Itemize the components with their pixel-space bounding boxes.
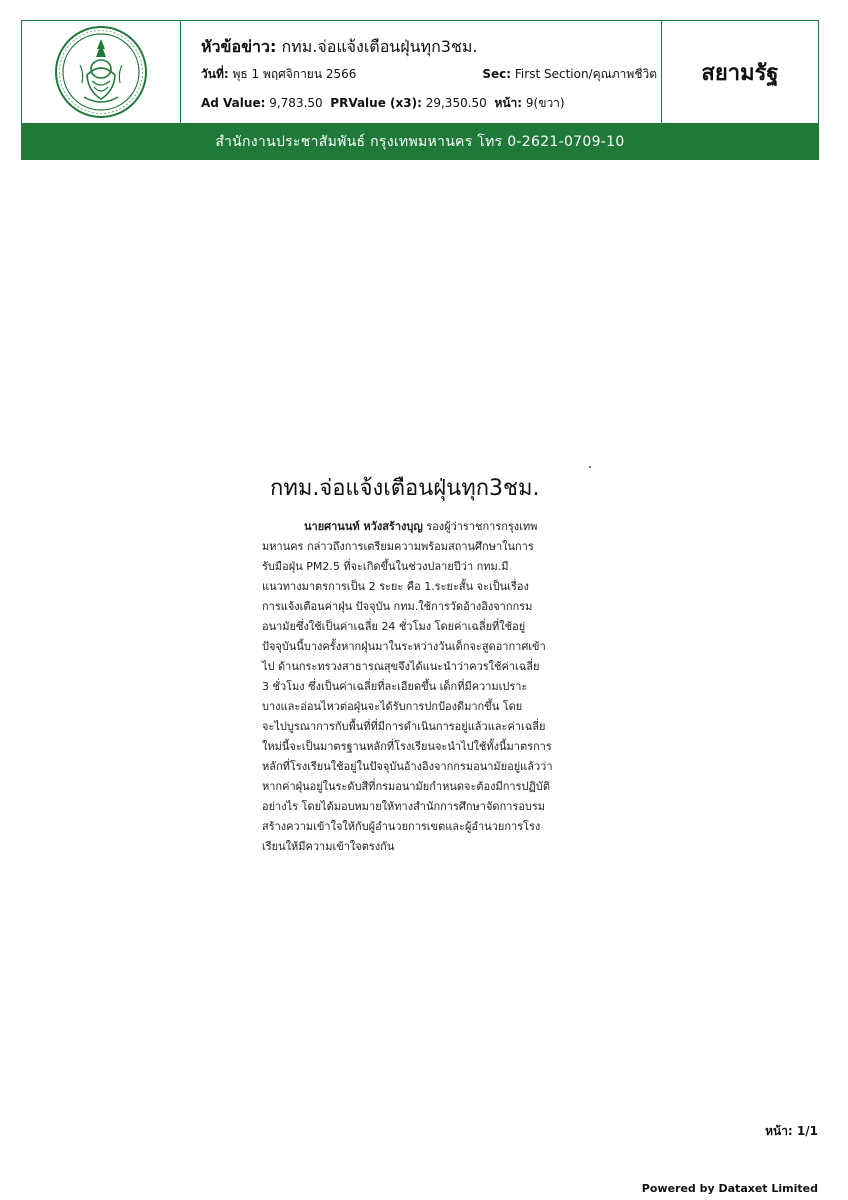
ad-value-label: Ad Value:	[201, 96, 266, 110]
headline-value: กทม.จ่อแจ้งเตือนฝุ่นทุก3ชม.	[281, 37, 478, 56]
article-lead-name: นายศานนท์ หวังสร้างบุญ	[304, 520, 423, 533]
brand-cell	[662, 21, 818, 123]
article-line: หากค่าฝุ่นอยู่ในระดับสีที่กรมอนามัยกำหนดจะต้องมีการปฏิบัติ	[262, 780, 550, 793]
date-row	[201, 65, 356, 84]
scan-speck	[589, 466, 591, 468]
section-row	[482, 65, 657, 84]
article-line: ปัจจุบันนี้บางครั้งหากฝุ่นมาในระหว่างวันเด็กจะสูดอากาศเข้า	[262, 640, 546, 653]
page-counter: หน้า: 1/1	[765, 1124, 818, 1138]
article-line: บางและอ่อนไหวต่อฝุ่นจะได้รับการปกป้องดีมากขึ้น โดย	[262, 700, 523, 713]
bangkok-seal-icon	[54, 25, 148, 119]
page-value: 9(ขวา)	[525, 96, 565, 110]
section-value: First Section/คุณภาพชีวิต	[514, 67, 657, 81]
article-line: อย่างไร โดยได้มอบหมายให้ทางสำนักการศึกษาจัดการอบรม	[262, 800, 546, 813]
article-line: สร้างความเข้าใจให้กับผู้อำนวยการเขตและผู้อำนวยการโรง	[262, 820, 541, 833]
headline-row	[201, 35, 477, 60]
article-first-line	[262, 517, 592, 537]
article-line: อนามัยซึ่งใช้เป็นค่าเฉลี่ย 24 ชั่วโมง โดยค่าเฉลี่ยที่ใช้อยู่	[262, 620, 526, 633]
newspaper-logo: สยามรัฐ	[701, 60, 779, 86]
article-line: มหานคร กล่าวถึงการเตรียมความพร้อมสถานศึกษาในการ	[262, 540, 534, 553]
article-line: ใหม่นี้จะเป็นมาตรฐานหลักที่โรงเรียนจะนำไปใช้ทั้งนี้มาตรการ	[262, 740, 552, 753]
pr-value: 29,350.50	[425, 96, 487, 110]
news-clipping	[262, 470, 592, 857]
article-line: จะไปบูรณาการกับพื้นที่ที่มีการดำเนินการอยู่แล้วและค่าเฉลี่ย	[262, 720, 546, 733]
article-line: หลักที่โรงเรียนใช้อยู่ในปัจจุบันอ้างอิงจากกรมอนามัยอยู่แล้วว่า	[262, 760, 553, 773]
pr-value-label: PRValue (x3):	[330, 96, 422, 110]
logo-cell	[22, 21, 181, 123]
article-line: เรียนให้มีความเข้าใจตรงกัน	[262, 840, 395, 853]
article-line: แนวทางมาตรการเป็น 2 ระยะ คือ 1.ระยะสั้น จะเป็นเรื่อง	[262, 580, 529, 593]
header-box	[21, 20, 819, 124]
date-value: พุธ 1 พฤศจิกายน 2566	[232, 67, 357, 81]
article-body	[262, 517, 592, 857]
section-label: Sec:	[482, 67, 512, 81]
powered-by: Powered by Dataxet Limited	[641, 1182, 818, 1195]
contact-bar: สำนักงานประชาสัมพันธ์ กรุงเทพมหานคร โทร 0-2621-0709-10	[21, 124, 819, 160]
article-line: 3 ชั่วโมง ซึ่งเป็นค่าเฉลี่ยที่ละเอียดขึ้น เด็กที่มีความเปราะ	[262, 680, 528, 693]
article-line: การแจ้งเตือนค่าฝุ่น ปัจจุบัน กทม.ใช้การวัดอ้างอิงจากกรม	[262, 600, 533, 613]
info-cell	[181, 21, 662, 123]
date-label: วันที่:	[201, 67, 229, 81]
ad-value: 9,783.50	[269, 96, 323, 110]
page-label: หน้า:	[494, 96, 523, 110]
headline-label: หัวข้อข่าว:	[201, 37, 277, 56]
article-line: รับมือฝุ่น PM2.5 ที่จะเกิดขึ้นในช่วงปลายปีว่า กทม.มี	[262, 560, 509, 573]
value-row	[201, 94, 565, 113]
article-first-line-rest: รองผู้ว่าราชการกรุงเทพ	[422, 520, 538, 533]
article-line: ไป ด้านกระทรวงสาธารณสุขจึงได้แนะนำว่าควรใช้ค่าเฉลี่ย	[262, 660, 540, 673]
article-title: กทม.จ่อแจ้งเตือนฝุ่นทุก3ชม.	[270, 476, 540, 501]
